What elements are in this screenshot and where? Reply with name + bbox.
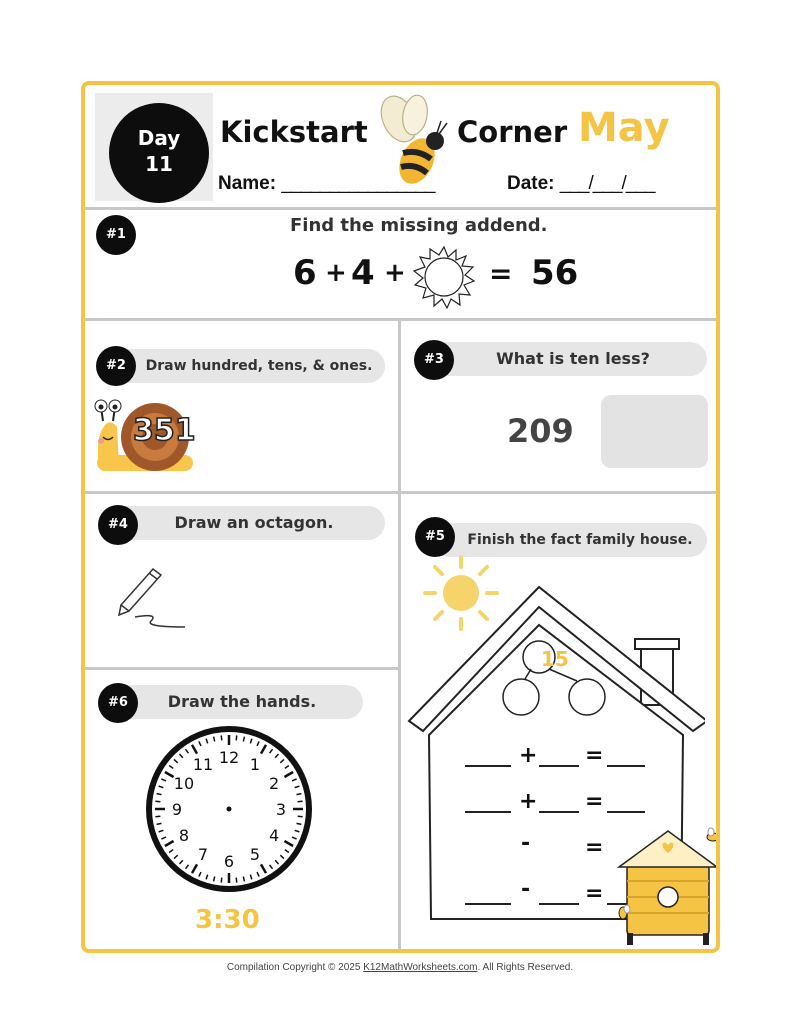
date-label: Date: <box>507 173 555 194</box>
day-number: 11 <box>145 152 173 176</box>
date-blank[interactable]: ___/___/___ <box>559 173 655 194</box>
day-box <box>95 93 213 201</box>
pencil-icon <box>115 561 187 633</box>
clock-number: 8 <box>178 826 190 845</box>
clock-tick <box>214 876 215 881</box>
month-label: May <box>578 105 670 151</box>
clock-number: 11 <box>192 754 214 774</box>
equals-sign: = <box>489 257 513 290</box>
fact-row[interactable] <box>465 745 645 775</box>
clock-number: 1 <box>249 754 261 774</box>
clock-number: 3 <box>275 800 287 819</box>
sum-value: 56 <box>531 253 579 293</box>
beehive-icon <box>615 823 720 945</box>
clock-tick <box>236 878 237 883</box>
problem-5-title: Finish the fact family house. <box>433 523 707 557</box>
equals-sign: = <box>585 835 604 860</box>
problem-4-title: Draw an octagon. <box>111 506 385 540</box>
clock-number: 4 <box>268 826 280 845</box>
operator: + <box>519 789 538 814</box>
clock-number: 6 <box>223 852 235 871</box>
fact-row[interactable] <box>465 791 645 821</box>
divider <box>85 318 720 321</box>
plus-sign: + <box>384 258 406 288</box>
clock-number: 5 <box>249 845 261 865</box>
problem-2-title: Draw hundred, tens, & ones. <box>111 349 385 383</box>
clock-tick <box>298 801 303 802</box>
name-label: Name: <box>218 173 277 194</box>
divider <box>85 207 720 210</box>
worksheet <box>81 81 720 953</box>
problem-3-title: What is ten less? <box>429 342 707 376</box>
clock-tick <box>236 735 237 740</box>
clock-number: 2 <box>268 774 280 793</box>
clock-tick <box>157 823 162 824</box>
clock-tick <box>155 816 160 817</box>
problem-3-number: 209 <box>507 412 574 450</box>
addend-2: 4 <box>351 253 375 293</box>
operator: + <box>519 743 538 768</box>
name-field[interactable] <box>218 173 434 195</box>
problem-6-badge: #6 <box>98 683 138 723</box>
clock-tick <box>296 823 301 824</box>
problem-4-badge: #4 <box>98 505 138 545</box>
equals-sign: = <box>585 743 604 768</box>
problem-6-title: Draw the hands. <box>111 685 363 719</box>
day-label: Day <box>137 126 181 150</box>
problem-3-badge: #3 <box>414 340 454 380</box>
clock-tick <box>221 878 222 883</box>
title-corner: Corner <box>457 115 568 149</box>
addend-1: 6 <box>293 253 317 293</box>
clock-tick <box>296 794 301 795</box>
clock-tick <box>214 737 215 742</box>
clock-number: 12 <box>218 748 240 767</box>
clock-tick <box>243 876 244 881</box>
clock-number: 7 <box>197 845 209 865</box>
footer-suffix: . All Rights Reserved. <box>477 962 574 973</box>
clock-tick <box>298 816 303 817</box>
clock-number: 10 <box>173 774 195 793</box>
problem-1-title: Find the missing addend. <box>290 215 548 236</box>
sun-blank-icon[interactable] <box>412 245 476 309</box>
problem-2-badge: #2 <box>96 346 136 386</box>
equals-sign: = <box>585 881 604 906</box>
footer-site-link[interactable]: K12MathWorksheets.com <box>363 962 478 973</box>
operator: - <box>521 877 531 902</box>
clock-time-label: 3:30 <box>195 905 260 935</box>
problem-2-number: 351 <box>133 413 196 448</box>
divider <box>398 318 401 953</box>
name-blank[interactable]: ________________ <box>281 173 435 194</box>
clock-face[interactable] <box>145 725 313 893</box>
divider <box>85 667 398 670</box>
day-badge <box>109 103 209 203</box>
clock-number: 9 <box>171 800 183 819</box>
date-field[interactable] <box>507 173 654 195</box>
divider <box>85 491 720 494</box>
title-kickstart: Kickstart <box>220 115 368 149</box>
clock-tick <box>243 737 244 742</box>
equals-sign: = <box>585 789 604 814</box>
fact-family-whole: 15 <box>541 647 569 671</box>
problem-5-badge: #5 <box>415 517 455 557</box>
footer-copyright: Compilation Copyright © 2025 <box>226 962 361 973</box>
clock-tick <box>221 735 222 740</box>
clock-tick <box>155 801 160 802</box>
answer-box[interactable] <box>601 395 708 468</box>
problem-1-badge: #1 <box>96 215 136 255</box>
plus-sign: + <box>325 258 347 288</box>
footer <box>0 962 800 973</box>
clock-tick <box>157 794 162 795</box>
operator: - <box>521 831 531 856</box>
